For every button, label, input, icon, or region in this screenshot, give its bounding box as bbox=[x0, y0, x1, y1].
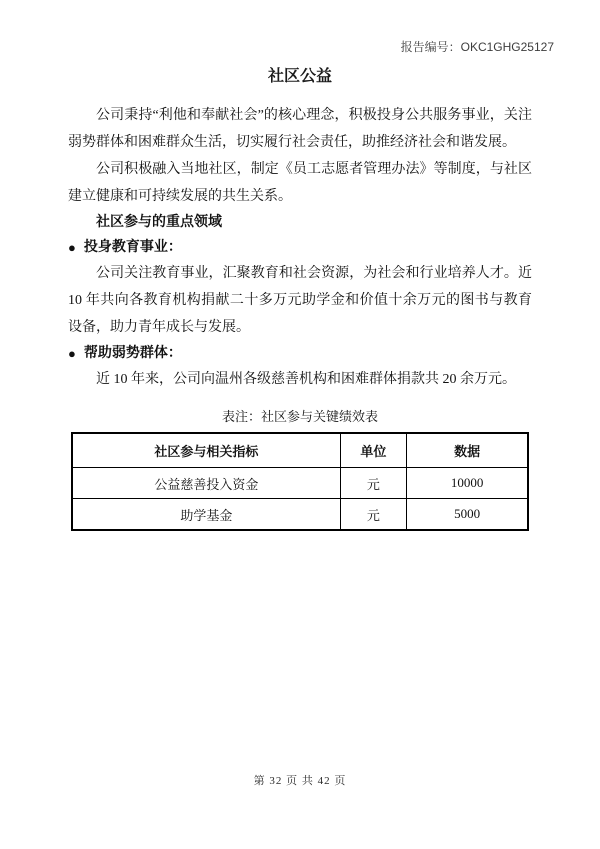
intro-paragraph-2: 公司积极融入当地社区，制定《员工志愿者管理办法》等制度，与社区建立健康和可持续发展的共生关系。 bbox=[68, 162, 532, 204]
column-header-data: 数据 bbox=[407, 433, 528, 468]
cell-data: 10000 bbox=[407, 468, 528, 499]
cell-unit: 元 bbox=[340, 499, 407, 531]
bullet-icon: ● bbox=[68, 240, 76, 255]
column-header-unit: 单位 bbox=[340, 433, 407, 468]
cell-unit: 元 bbox=[340, 468, 407, 499]
bullet-item-vulnerable-groups bbox=[68, 341, 532, 366]
page-title: 社区公益 bbox=[267, 68, 332, 85]
table-header-row bbox=[72, 433, 528, 468]
table-row bbox=[72, 499, 528, 531]
cell-indicator: 公益慈善投入资金 bbox=[72, 468, 340, 499]
page-number-indicator: 第 32 页 共 42 页 bbox=[253, 775, 347, 787]
bullet-text-vulnerable-groups: 近 10 年来，公司向温州各级慈善机构和困难群体捐款共 20 余万元。 bbox=[96, 372, 516, 387]
column-header-indicator: 社区参与相关指标 bbox=[72, 433, 340, 468]
bullet-label-education: 投身教育事业： bbox=[83, 240, 182, 255]
cell-data: 5000 bbox=[407, 499, 528, 531]
bullet-icon: ● bbox=[68, 346, 76, 361]
kpi-table bbox=[71, 432, 529, 531]
bullet-label-vulnerable-groups: 帮助弱势群体： bbox=[83, 346, 182, 361]
table-row bbox=[72, 468, 528, 499]
bullet-item-education bbox=[68, 235, 532, 260]
cell-indicator: 助学基金 bbox=[72, 499, 340, 531]
section-heading: 社区参与的重点领域 bbox=[96, 215, 222, 230]
page-content bbox=[0, 102, 600, 531]
intro-paragraph-1: 公司秉持“利他和奉献社会”的核心理念，积极投身公共服务事业，关注弱势群体和困难群众生活，切实履行社会责任，助推经济社会和谐发展。 bbox=[68, 108, 532, 150]
table-caption: 表注：社区参与关键绩效表 bbox=[221, 409, 378, 424]
bullet-text-education: 公司关注教育事业，汇聚教育和社会资源，为社会和行业培养人才。近 10 年共向各教育机构捐献二十多万元助学金和价值十余万元的图书与教育设备，助力青年成长与发展。 bbox=[68, 266, 532, 335]
report-number: 报告编号：OKC1GHG25127 bbox=[400, 40, 554, 54]
